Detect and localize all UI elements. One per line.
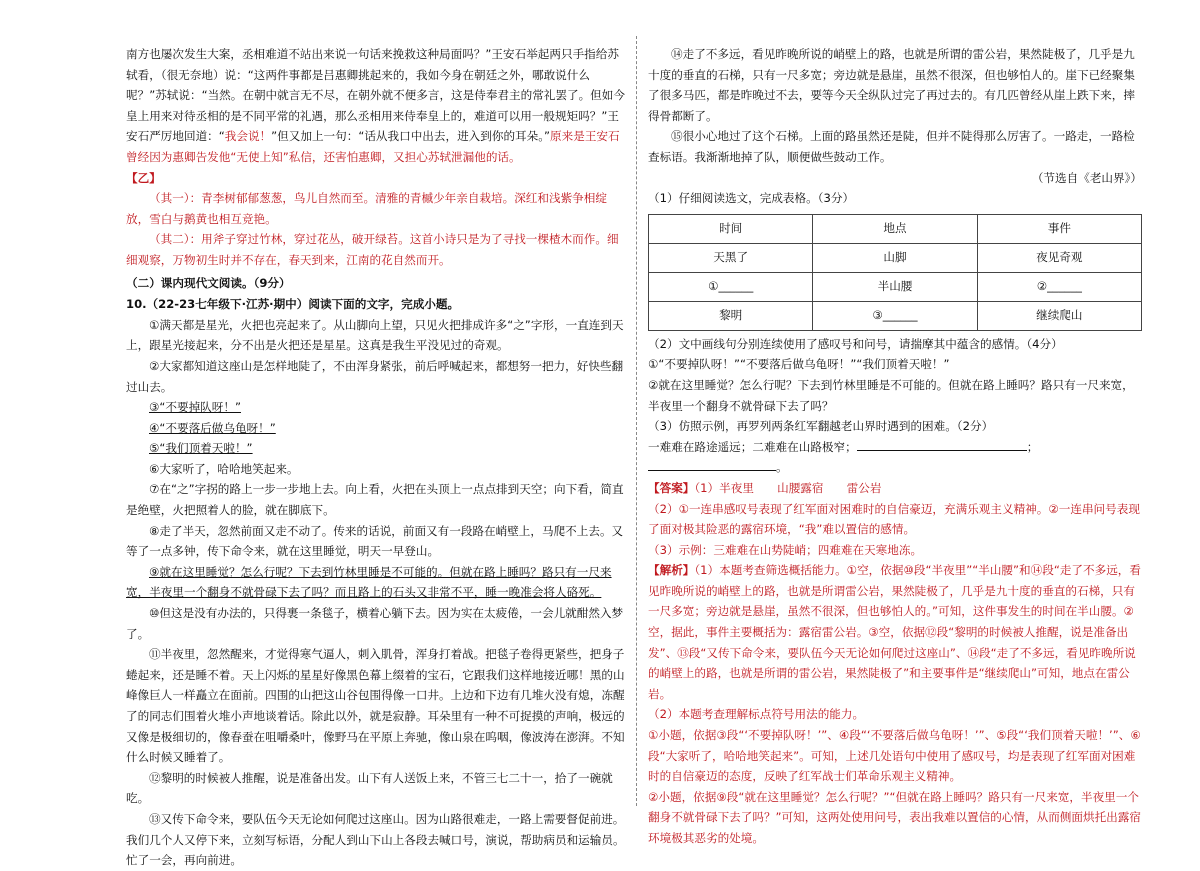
passage-para-7: ⑦在“之”字拐的路上一步一步地上去。向上看，火把在头顶上一点点排到天空；向下看，简直是绝壁，火把照着人的脸，就在脚底下。 (126, 482, 624, 518)
poem-translation-1: （其一）：青李树郁郁葱葱，鸟儿自然而至。清雅的青槭少年亲自栽培。深红和浅紫争相绽放，雪白与鹅黄也相互竞艳。 (126, 191, 607, 226)
subquestion-2a: ①“不要掉队呀！”“不要落后做乌龟呀！”“我们顶着天啦！” (648, 357, 950, 372)
question-10-title: 10.（22-23七年级下·江苏·期中）阅读下面的文字，完成小题。 (126, 297, 460, 312)
passage-para-6: ⑥大家听了，哈哈地笑起来。 (149, 461, 299, 476)
passage-para-1: ①满天都是星光，火把也亮起来了。从山脚向上望，只见火把排成许多“之”字形，一直连到天上，跟星光接起来，分不出是火把还是星星。这真是我生平没见过的奇观。 (126, 317, 624, 353)
table-cell: 山脚 (813, 243, 977, 272)
left-column (126, 44, 626, 871)
subquestion-1: （1）仔细阅读选文，完成表格。（3分） (648, 191, 855, 206)
passage-source: （节选自《老山界》） (1031, 170, 1142, 185)
answer-2: （2）①一连串感叹号表现了红军面对困难时的自信豪迈，充满乐观主义精神。②一连串问号表现了面对极其险恶的露宿环境，“我”难以置信的感情。 (648, 501, 1140, 537)
passage-para-12: ⑫黎明的时候被人推醒，说是准备出发。山下有人送饭上来，不管三七二十一，拾了一碗就吃。 (126, 770, 613, 806)
table-cell: 半山腰 (813, 272, 977, 301)
passage-para-13: ⑬又传下命令来，要队伍今天无论如何爬过这座山。因为山路很难走，一路上需要督促前进。我们几个人又停下来，立刻写标语，分配人到山下山上各段去喊口号，演说，帮助病员和运输员。忙了一会，再向前进。 (126, 811, 625, 868)
table-cell: ②______ (977, 272, 1141, 301)
answer-label: 【答案】 (648, 480, 695, 495)
poem-translation-2: （其二）：用斧子穿过竹林，穿过花丛，破开绿苔。这首小诗只是为了寻找一棵楂木而作。细细观察，万物初生时并不存在，春天到来，江南的花自然而开。 (126, 232, 619, 267)
table-cell: 天黑了 (649, 243, 813, 272)
passage-para-8: ⑧走了半天，忽然前面又走不动了。传来的话说，前面又有一段路在峭壁上，马爬不上去。又等了一点多钟，传下命令来，就在这里睡觉，明天一早登山。 (126, 523, 624, 559)
subquestion-3: （3）仿照示例，再罗列两条红军翻越老山界时遇到的困难。（2分） (648, 419, 994, 434)
table-cell: 继续爬山 (977, 301, 1141, 330)
subquestion-2b: ②就在这里睡觉？怎么行呢？下去到竹林里睡是不可能的。但就在路上睡吗？路只有一尺来宽，半夜里一个翻身不就骨碌下去了吗？ (648, 377, 1134, 413)
section-yi-label: 【乙】 (126, 170, 161, 185)
table-cell: ③______ (813, 301, 977, 330)
answer-table (648, 214, 1142, 331)
passage-para-5: ⑤“我们顶着天啦！” (149, 441, 253, 456)
table-cell: 夜见奇观 (977, 243, 1141, 272)
analysis-1: （1）本题考查筛选概括能力。①空，依据⑩段“半夜里”“半山腰”和⑭段“走了不多远，看见昨晚所说的峭壁上的路，也就是所谓雷公岩，果然陡极了，几乎是九十度的垂直的石梯，只有一尺多宽；旁边就是悬崖，虽然不很深，但也够怕人的。”可知，这件事发生的时间在半山腰。②空，据此，事件主要概括为：露宿雷公岩。③空，依据⑫段“黎明的时候被人推醒，说是准备出发”、⑬段“又传下命令来，要队伍今天无论如何爬过这座山”、⑭段“走了不多远，看见昨晚所说的峭壁上的路，也就是所谓的雷公岩，果然陡极了”和主要事件是“继续爬山”可知，地点在雷公岩。 (648, 563, 1141, 701)
table-header-cell: 时间 (649, 214, 813, 243)
passage-para-10: ⑩但这是没有办法的，只得裹一条毯子，横着心躺下去。因为实在太疲倦，一会儿就酣然入梦了。 (126, 606, 624, 641)
analysis-2: （2）本题考查理解标点符号用法的能力。 (648, 707, 865, 722)
translation-paragraph: 南方也屡次发生大案，丞相难道不站出来说一句话来挽救这种局面吗？”王安石举起两只手指给苏轼看，（很无奈地）说：“这两件事都是吕惠卿挑起来的，我如今身在朝廷之外，哪敢说什么呢？”苏轼说：“当然。在朝中就言无不尽，在朝外就不便多言，这是侍奉君主的常礼罢了。但如今皇上用来对待丞相的是不同平常的礼遇，那么丞相用来侍奉皇上的，难道可以用一般规矩吗？”王安石严厉地回道：“我会说！”但又加上一句：“话从我口中出去，进入到你的耳朵。”原来是王安石曾经因为惠卿告发他“无使上知”私信，还害怕惠卿，又担心苏轼泄漏他的话。 (126, 47, 625, 164)
analysis-label: 【解析】 (648, 563, 695, 578)
passage-para-3: ③“不要掉队呀！” (149, 400, 241, 415)
table-header-cell: 地点 (813, 214, 977, 243)
table-row (649, 272, 1142, 301)
subquestion-2: （2）文中画线句分别连续使用了感叹号和问号，请揣摩其中蕴含的感情。（4分） (648, 336, 1063, 351)
answer-3: （3）示例：三难难在山势陡峭；四难难在天寒地冻。 (648, 542, 923, 557)
table-cell: 黎明 (649, 301, 813, 330)
passage-para-14: ⑭走了不多远，看见昨晚所说的峭壁上的路，也就是所谓的雷公岩，果然陡极了，几乎是九十度的垂直的石梯，只有一尺多宽；旁边就是悬崖，虽然不很深，但也够怕人的。崖下已经聚集了很多马匹，都是昨晚过不去，要等今天全纵队过完了再过去的。有几匹曾经从崖上跌下来，摔得骨都断了。 (648, 47, 1135, 123)
section-heading: （二）课内现代文阅读。（9分） (126, 275, 291, 290)
passage-para-15: ⑮很小心地过了这个石梯。上面的路虽然还是陡，但并不陡得那么厉害了。一路走，一路检查标语。我渐渐地掉了队，顺便做些鼓动工作。 (648, 129, 1135, 164)
answer-blank[interactable] (648, 458, 776, 471)
table-row (649, 243, 1142, 272)
right-column (648, 44, 1142, 849)
table-header-cell: 事件 (977, 214, 1141, 243)
passage-para-2: ②大家都知道这座山是怎样地陡了，不由浑身紧张，前后呼喊起来，都想努一把力，好快些翻过山去。 (126, 358, 624, 394)
answer-1: （1）半夜里 山腰露宿 雷公岩 (694, 480, 882, 495)
passage-para-4: ④“不要落后做乌龟呀！” (149, 420, 276, 435)
passage-para-9: ⑨就在这里睡觉？怎么行呢？下去到竹林里睡是不可能的。但就在路上睡吗？路只有一尺来宽，半夜里一个翻身不就骨碌下去了吗？而且路上的石头又非常不平，睡一晚准会将人硌死。 (126, 564, 612, 600)
analysis-2a: ①小题，依据③段“‘不要掉队呀！’”、④段“‘不要落后做乌龟呀！’”、⑤段“‘我们顶着天啦！’”、⑥段“大家听了，哈哈地笑起来”。可知，上述几处语句中使用了感叹号，均是表现了红军面对困难时的自信豪迈的态度，反映了红军战士们革命乐观主义精神。 (648, 728, 1141, 784)
table-row (649, 301, 1142, 330)
column-divider (636, 36, 637, 806)
table-cell: ①______ (649, 272, 813, 301)
analysis-2b: ②小题，依据⑨段“就在这里睡觉？怎么行呢？”“但就在路上睡吗？路只有一尺来宽，半夜里一个翻身不就骨碌下去了吗？”可知，这两处使用问号，表出我难以置信的心情，从而侧面烘托出露宿环境极其恶劣的处境。 (648, 789, 1141, 845)
subquestion-3-example: 一难难在路途遥远；二难难在山路极窄； ；。 (648, 439, 1039, 475)
answer-blank[interactable] (857, 438, 1027, 451)
passage-para-11: ⑪半夜里，忽然醒来，才觉得寒气逼人，刺入肌骨，浑身打着战。把毯子卷得更紧些，把身子蜷起来，还是睡不着。天上闪烁的星星好像黑色幕上缀着的宝石，它跟我们这样地接近哪！黑的山峰像巨人一样矗立在面前。四围的山把这山谷包围得像一口井。上边和下边有几堆火没有熄，冻醒了的同志们围着火堆小声地谈着话。除此以外，就是寂静。耳朵里有一种不可捉摸的声响，极远的又像是极细切的，像春蚕在咀嚼桑叶，像野马在平原上奔驰，像山泉在呜咽，像波涛在澎湃。不知什么时候又睡着了。 (126, 647, 625, 765)
table-header-row (649, 214, 1142, 243)
